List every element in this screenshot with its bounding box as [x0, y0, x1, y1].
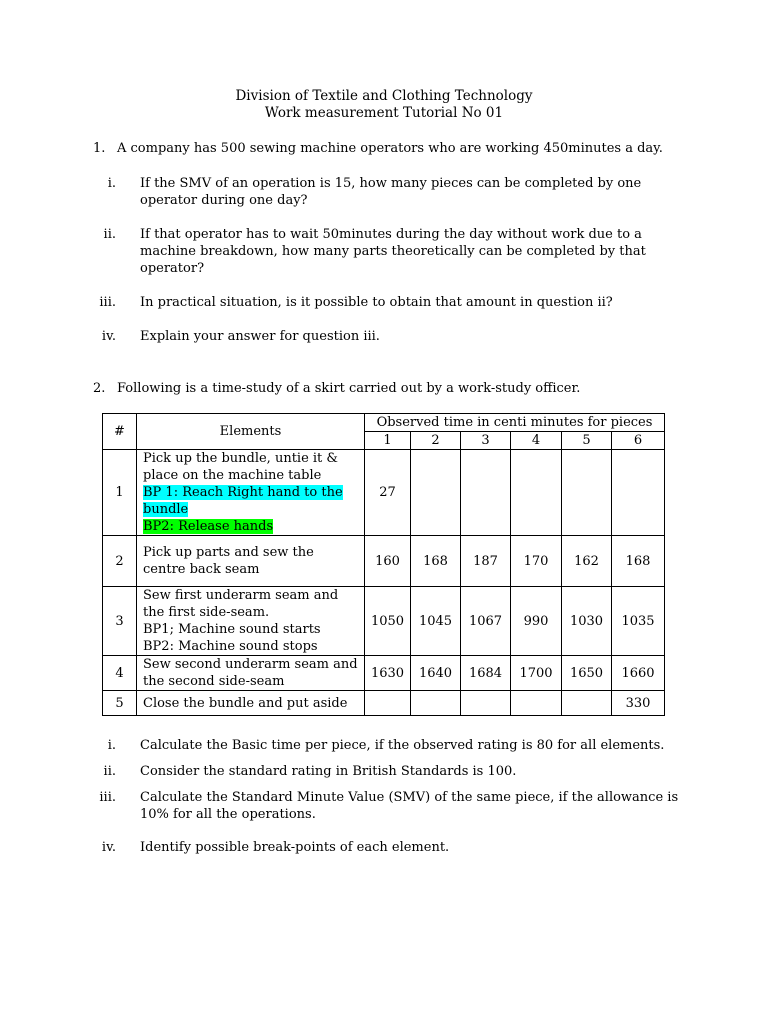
row-number: 5	[103, 691, 137, 716]
observed-time: 330	[612, 691, 665, 716]
header-piece: 1	[365, 432, 411, 450]
observed-time	[411, 450, 461, 536]
q2-sub-num: ii.	[103, 764, 116, 779]
q2-sub-text: Calculate the Standard Minute Value (SMV) of the same piece, if the allowance is 10% for all the operations.	[140, 790, 679, 822]
break-point-1-highlight: bundle	[143, 502, 189, 517]
q2-sub-text: Identify possible break-points of each element.	[140, 840, 450, 855]
observed-time: 1684	[461, 656, 511, 691]
observed-time: 1045	[411, 587, 461, 656]
q2-sub-text: Consider the standard rating in British Standards is 100.	[140, 764, 517, 779]
observed-time: 27	[365, 450, 411, 536]
element-line: Close the bundle and put aside	[143, 695, 348, 711]
observed-time: 168	[411, 536, 461, 587]
element-line: centre back seam	[143, 562, 260, 577]
q2-number: 2.	[93, 381, 106, 396]
q2-text: Following is a time-study of a skirt carried out by a work-study officer.	[117, 381, 581, 396]
element-line: BP1; Machine sound starts	[143, 622, 321, 637]
observed-time: 1640	[411, 656, 461, 691]
q1-sub-num: iii.	[99, 295, 116, 310]
header-piece: 3	[461, 432, 511, 450]
document-title: Division of Textile and Clothing Technology	[235, 88, 533, 104]
q1-sub-text: If that operator has to wait 50minutes during the day without work due to a machine breakdown, how many parts theoretically can be completed by that operator?	[140, 227, 646, 276]
row-elements	[137, 691, 365, 716]
q1-sub-num: iv.	[101, 329, 116, 344]
table-row	[103, 587, 665, 656]
element-line: Pick up parts and sew the	[143, 545, 314, 560]
observed-time: 170	[511, 536, 562, 587]
observed-time: 187	[461, 536, 511, 587]
observed-time: 1650	[562, 656, 612, 691]
element-line: Sew second underarm seam and	[143, 657, 358, 672]
observed-time: 160	[365, 536, 411, 587]
observed-time: 162	[562, 536, 612, 587]
q1-sub-text: Explain your answer for question iii.	[140, 329, 380, 344]
q1-sub-text: In practical situation, is it possible to obtain that amount in question ii?	[140, 295, 613, 310]
row-elements	[137, 450, 365, 536]
q1-sub-num: ii.	[103, 227, 116, 242]
observed-time: 1700	[511, 656, 562, 691]
observed-time: 1630	[365, 656, 411, 691]
header-number: #	[103, 414, 137, 450]
observed-time: 1030	[562, 587, 612, 656]
header-piece: 2	[411, 432, 461, 450]
observed-time	[461, 691, 511, 716]
observed-time	[562, 691, 612, 716]
observed-time: 1035	[612, 587, 665, 656]
observed-time: 1067	[461, 587, 511, 656]
q2-sub-text: Calculate the Basic time per piece, if the observed rating is 80 for all elements.	[140, 738, 665, 753]
row-elements	[137, 656, 365, 691]
observed-time: 1050	[365, 587, 411, 656]
observed-time: 168	[612, 536, 665, 587]
observed-time	[411, 691, 461, 716]
element-line: Sew first underarm seam and	[143, 588, 339, 603]
q1-sub-num: i.	[107, 176, 116, 191]
q1-number: 1.	[93, 141, 106, 156]
time-study-table	[102, 413, 665, 716]
observed-time	[511, 450, 562, 536]
q2-sub-num: iv.	[101, 840, 116, 855]
header-piece: 6	[612, 432, 665, 450]
observed-time	[562, 450, 612, 536]
header-piece: 5	[562, 432, 612, 450]
break-point-2-highlight: BP2: Release hands	[143, 519, 274, 534]
row-number: 4	[103, 656, 137, 691]
tutorial-title: Work measurement Tutorial No 01	[264, 105, 504, 121]
q2-sub-num: i.	[107, 738, 116, 753]
observed-time: 1660	[612, 656, 665, 691]
header-piece: 4	[511, 432, 562, 450]
element-line: place on the machine table	[143, 468, 322, 483]
element-line: the first side-seam.	[143, 605, 270, 620]
table-row	[103, 691, 665, 716]
row-number: 1	[103, 450, 137, 536]
element-line: the second side-seam	[143, 674, 285, 689]
observed-time	[461, 450, 511, 536]
observed-time	[365, 691, 411, 716]
row-elements	[137, 536, 365, 587]
observed-time	[511, 691, 562, 716]
row-number: 3	[103, 587, 137, 656]
table-row	[103, 656, 665, 691]
element-line: BP2: Machine sound stops	[143, 639, 318, 654]
row-number: 2	[103, 536, 137, 587]
break-point-1-highlight: BP 1: Reach Right hand to the	[143, 485, 343, 500]
observed-time: 990	[511, 587, 562, 656]
row-elements	[137, 587, 365, 656]
observed-time	[612, 450, 665, 536]
q2-sub-num: iii.	[99, 790, 116, 805]
table-row	[103, 450, 665, 536]
q1-sub-text: If the SMV of an operation is 15, how many pieces can be completed by one operator during one day?	[140, 176, 642, 208]
table-row	[103, 536, 665, 587]
header-elements: Elements	[137, 414, 365, 450]
table-header-row	[103, 414, 665, 432]
header-observed-time: Observed time in centi minutes for pieces	[365, 414, 665, 432]
q1-text: A company has 500 sewing machine operators who are working 450minutes a day.	[117, 141, 663, 156]
element-line: Pick up the bundle, untie it &	[143, 451, 338, 466]
